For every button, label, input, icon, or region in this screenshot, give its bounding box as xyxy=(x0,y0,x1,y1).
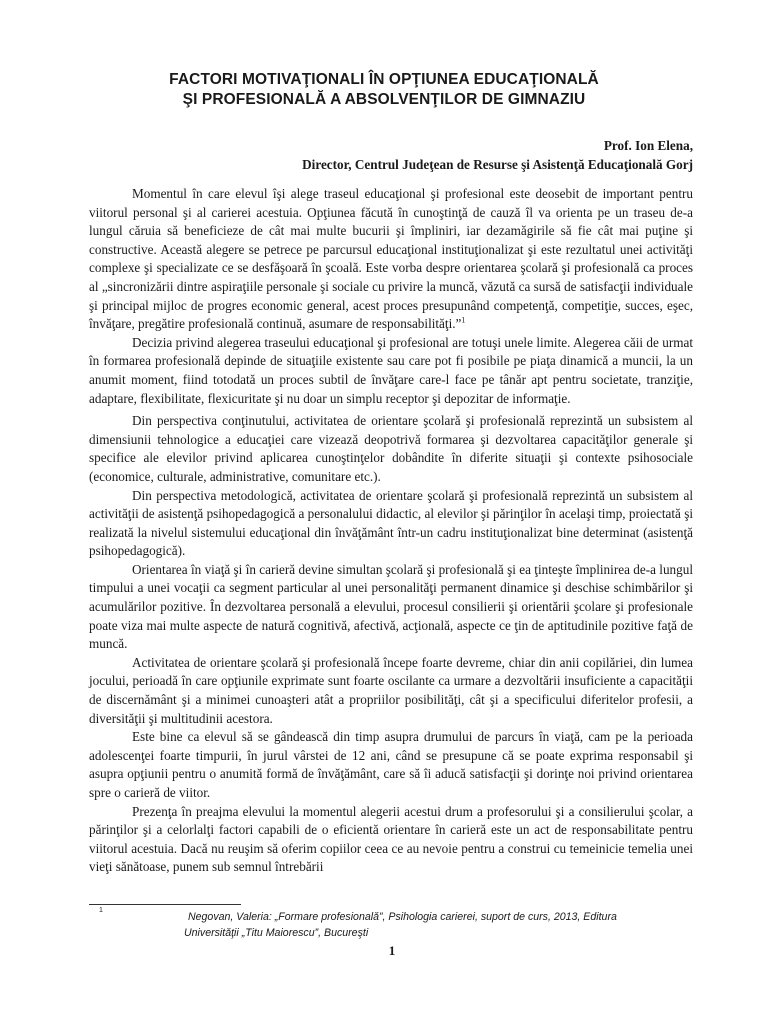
paragraph-6: Activitatea de orientare şcolară şi profesională începe foarte devreme, chiar din anii copilăriei, din lumea jocului, perioadă în care opţiunile exprimate sunt foarte oscilante ca urmare a dezvoltării insuficiente a capacităţii de discernământ şi a minimei cunoaşteri atât a propriilor posibilităţi, cât şi a specificului diferitelor profesii, a diversităţii şi multitudinii acestora. xyxy=(89,654,693,726)
paragraph-8: Prezenţa în preajma elevului la momentul alegerii acestui drum a profesorului şi a consilierului şcolar, a părinţilor şi a celorlalţi factori capabili de o eficientă orientare în carieră este un act de responsabilitate pentru viitorul acestuia. Dacă nu reuşim să oferim copiilor ceea ce au nevoie pentru a construi cu temeinicie temelia unei vieţi sănătoase, punem sub semnul întrebării xyxy=(89,803,693,875)
paragraph-1-text: Momentul în care elevul îşi alege traseul educaţional şi profesional este deosebit de important pentru viitorul personal şi al carierei acestuia. Opţiunea făcută în cunoştinţă de cauză îl va orienta pe un traseu de-a lungul căruia să beneficieze de cât mai multe bucurii şi împliniri, iar dezamăgirile să fie cât mai puţine şi constructive. Această alegere se petrece pe parcursul educaţional instituţionalizat şi este rezultatul unei activităţi complexe şi specializate ce se desfăşoară în şcoală. Este vorba despre orientarea şcolară şi profesională ca proces al „sincronizării dintre aspiraţiile personale şi sociale cu privire la muncă, văzută ca sursă de satisfacţii individuale şi principal mijloc de progres economic general, acest proces presupunând competenţă, competiţie, succes, eşec, învăţare, pregătire profesională continuă, asumare de responsabilităţi.” xyxy=(89,186,693,332)
footnote-mark: 1 xyxy=(99,907,103,914)
document-body xyxy=(89,185,693,877)
footnote-line-2: Universităţii „Titu Maiorescu”, Bucureşti xyxy=(184,927,369,939)
author-name: Prof. Ion Elena, xyxy=(603,138,693,153)
paragraph-5: Orientarea în viaţă şi în carieră devine simultan şcolară şi profesională şi ea ţinteşte împlinirea de-a lungul timpului a unei vocaţii ca segment particular al unei personalităţi permanent dinamice şi deschise schimbărilor şi acumulărilor pozitive. În dezvoltarea personală a elevului, procesul consilierii şi orientării şcolare şi profesionale poate viza mai multe aspecte de natură cognitivă, afectivă, acţională, aspecte ce ţin de aptitudinile pozitive faţă de muncă. xyxy=(89,561,693,652)
title-line-1: FACTORI MOTIVAŢIONALI ÎN OPŢIUNEA EDUCAŢIONALĂ xyxy=(169,71,599,88)
paragraph-4: Din perspectiva metodologică, activitatea de orientare şcolară şi profesională reprezintă un subsistem al activităţii de asistenţă psihopedagogică a personalului didactic, al elevilor şi părinţilor în acelaşi timp, proiectată şi realizată la nivelul sistemului educaţional din învăţământ într-un cadru instituţionalizat bine determinat (asistenţă psihopedagogică). xyxy=(89,487,693,559)
paragraph-7: Este bine ca elevul să se gândească din timp asupra drumului de parcurs în viaţă, cam pe la perioada adolescenţei foarte timpurii, în jurul vârstei de 12 ani, când se presupune că se poate exprima responsabil şi asupra opţiunii pentru o anumită formă de învăţământ, care să îi aducă satisfacţii şi dorinţe noi privind orientarea spre o carieră de viitor. xyxy=(89,729,693,800)
footnote-reference[interactable]: 1 xyxy=(461,315,466,325)
page-number: 1 xyxy=(388,943,396,958)
author-block xyxy=(302,137,693,174)
title-line-2: ŞI PROFESIONALĂ A ABSOLVENŢILOR DE GIMNAZIU xyxy=(182,91,586,108)
paragraph-3: Din perspectiva conţinutului, activitatea de orientare şcolară şi profesională reprezintă un subsistem al dimensiunii tehnologice a educaţiei care vizează deopotrivă formarea şi dezvoltarea capacităţilor generale şi specifice ale elevilor privind aplicarea cunoştinţelor dobândite în diferite situaţii şi contexte psihosociale (economice, culturale, administrative, comunitare etc.). xyxy=(89,413,693,484)
paragraph-2: Decizia privind alegerea traseului educaţional şi profesional are totuşi unele limite. Alegerea căii de urmat în formarea profesională depinde de situaţiile existente sau care pot fi posibile pe piaţa dinamică a muncii, la un anumit moment, fiind totodată un proces subtil de învăţare care-l face pe tânăr apt pentru societate, tranziţie, adaptare, flexibilitate, flexicuritate şi nu doar un simplu receptor şi depozitar de informaţie. xyxy=(89,334,693,406)
footnote-line-1: Negovan, Valeria: „Formare profesională”, Psihologia carierei, suport de curs, 2013, Editura xyxy=(188,911,617,923)
footnote-separator xyxy=(89,904,241,905)
document-title xyxy=(0,70,768,110)
footnote xyxy=(186,909,686,941)
paragraph-1 xyxy=(89,185,693,334)
author-role: Director, Centrul Judeţean de Resurse şi Asistenţă Educaţională Gorj xyxy=(302,156,693,172)
